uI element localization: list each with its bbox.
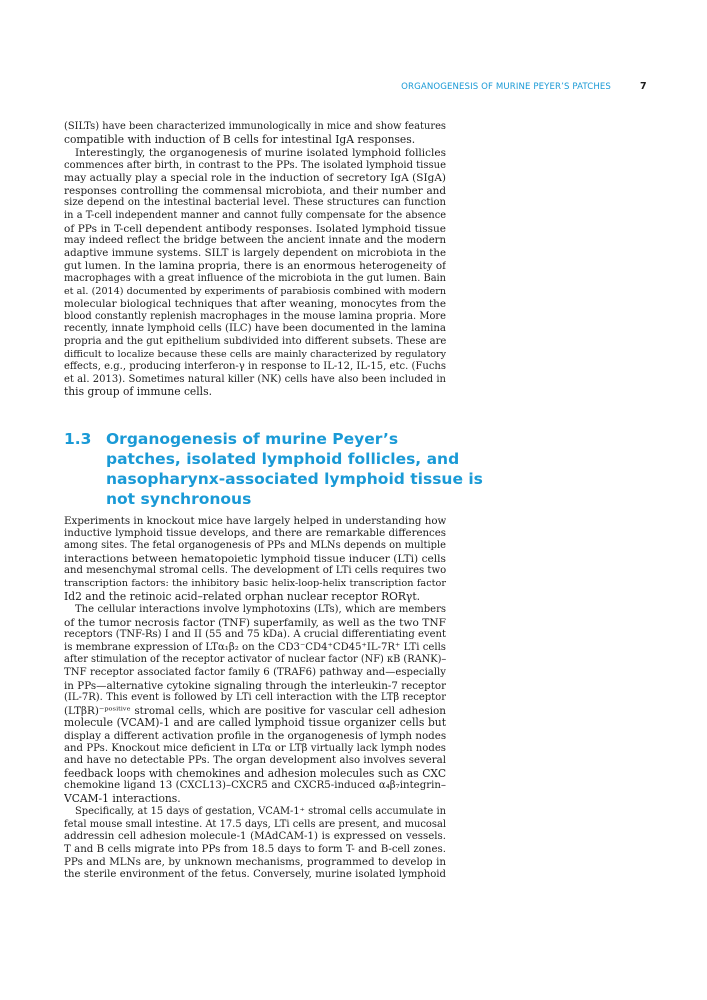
- text-line: recently, innate lymphoid cells (ILC) have been documented in the lamina: [64, 323, 446, 335]
- text-line: may actually play a special role in the induction of secretory IgA (SIgA): [64, 172, 446, 185]
- paragraph-isolated-lymphoid-follicles: [64, 147, 446, 399]
- text-line: among sites. The fetal organogenesis of PPs and MLNs depends on multiple: [64, 540, 446, 552]
- text-line: in a T-cell independent manner and cannot fully compensate for the absence: [64, 209, 446, 221]
- text-line: display a different activation profile in the organogenesis of lymph nodes: [64, 729, 446, 742]
- text-line: (LTβR)⁻ᵖᵒˢⁱᵗⁱᵛᵉ stromal cells, which are positive for vascular cell adhesion: [64, 704, 446, 717]
- text-line: interactions between hematopoietic lymphoid tissue inducer (LTi) cells: [64, 552, 446, 565]
- text-line: after stimulation of the receptor activator of nuclear factor (NF) κB (RANK)–: [64, 654, 446, 666]
- text-line: size depend on the intestinal bacterial level. These structures can function: [64, 197, 446, 209]
- text-line: responses controlling the commensal microbiota, and their number and: [64, 184, 446, 197]
- text-line: compatible with induction of B cells for intestinal IgA responses.: [64, 133, 416, 146]
- text-line: gut lumen. In the lamina propria, there is an enormous heterogeneity of: [64, 260, 446, 273]
- page-number: 7: [640, 81, 647, 92]
- text-line: addressin cell adhesion molecule-1 (MAdCAM-1) is expressed on vessels.: [64, 831, 446, 843]
- section-title-line: not synchronous: [106, 490, 252, 508]
- paragraph-gestation-timeline: [64, 806, 446, 882]
- section-title-line: nasopharynx-associated lymphoid tissue is: [106, 470, 483, 488]
- text-line: Interestingly, the organogenesis of murine isolated lymphoid follicles: [75, 147, 446, 159]
- text-line: (IL-7R). This event is followed by LTi cell interaction with the LTβ receptor: [64, 692, 446, 704]
- text-line: and mesenchymal stromal cells. The development of LTi cells requires two: [64, 565, 446, 577]
- running-head: [0, 82, 707, 96]
- text-line: commences after birth, in contrast to the PPs. The isolated lymphoid tissue: [64, 159, 446, 171]
- text-line: may indeed reflect the bridge between the ancient innate and the modern: [64, 235, 446, 247]
- text-line: et al. (2014) documented by experiments of parabiosis combined with modern: [64, 285, 446, 297]
- section-number: 1.3: [64, 430, 92, 448]
- text-line: molecular biological techniques that after weaning, monocytes from the: [64, 298, 446, 311]
- text-line: inductive lymphoid tissue develops, and there are remarkable differences: [64, 527, 446, 539]
- text-line: VCAM-1 interactions.: [64, 792, 181, 805]
- text-line: and PPs. Knockout mice deficient in LTα or LTβ virtually lack lymph nodes: [64, 742, 446, 754]
- running-title: ORGANOGENESIS OF MURINE PEYER’S PATCHES: [401, 82, 611, 92]
- paragraph-continuation: [64, 121, 446, 146]
- paragraph-cellular-interactions: [64, 604, 446, 806]
- text-line: PPs and MLNs are, by unknown mechanisms, programmed to develop in: [64, 856, 446, 869]
- text-line: (SILTs) have been characterized immunologically in mice and show features: [64, 121, 446, 132]
- section-title-line: Organogenesis of murine Peyer’s: [106, 430, 399, 448]
- text-line: adaptive immune systems. SILT is largely dependent on microbiota in the: [64, 247, 446, 259]
- text-line: feedback loops with chemokines and adhesion molecules such as CXC: [64, 767, 446, 780]
- text-line: difficult to localize because these cells are mainly characterized by regulatory: [64, 348, 446, 360]
- text-line: et al. 2013). Sometimes natural killer (NK) cells have also been included in: [64, 373, 446, 385]
- text-line: molecule (VCAM)-1 and are called lymphoid tissue organizer cells but: [64, 717, 446, 730]
- section-title-line: patches, isolated lymphoid follicles, and: [106, 450, 460, 468]
- text-line: Id2 and the retinoic acid–related orphan nuclear receptor RORγt.: [64, 590, 421, 603]
- text-line: Experiments in knockout mice have largely helped in understanding how: [64, 515, 446, 527]
- text-line: transcription factors: the inhibitory basic helix-loop-helix transcription factor: [64, 577, 446, 589]
- text-line: of PPs in T-cell dependent antibody responses. Isolated lymphoid tissue: [64, 222, 446, 235]
- text-line: receptors (TNF-Rs) I and II (55 and 75 kDa). A crucial differentiating event: [64, 629, 446, 641]
- text-line: is membrane expression of LTα₁β₂ on the CD3⁻CD4⁺CD45⁺IL-7R⁺ LTi cells: [64, 641, 446, 653]
- text-line: and have no detectable PPs. The organ development also involves several: [64, 755, 446, 767]
- text-line: blood constantly replenish macrophages in the mouse lamina propria. More: [64, 310, 446, 322]
- text-line: this group of immune cells.: [64, 386, 212, 399]
- text-line: The cellular interactions involve lymphotoxins (LTs), which are members: [75, 604, 446, 615]
- text-line: of the tumor necrosis factor (TNF) superfamily, as well as the two TNF: [64, 616, 446, 629]
- text-line: chemokine ligand 13 (CXCL13)–CXCR5 and CXCR5-induced α₄β₇integrin–: [64, 780, 446, 792]
- text-line: propria and the gut epithelium subdivided into different subsets. These are: [64, 335, 446, 347]
- text-line: effects, e.g., producing interferon-γ in response to IL-12, IL-15, etc. (Fuchs: [64, 361, 446, 373]
- text-line: in PPs—alternative cytokine signaling through the interleukin-7 receptor: [64, 679, 446, 692]
- text-line: the sterile environment of the fetus. Conversely, murine isolated lymphoid: [64, 868, 446, 880]
- text-line: TNF receptor associated factor family 6 (TRAF6) pathway and—especially: [64, 666, 446, 678]
- text-line: fetal mouse small intestine. At 17.5 days, LTi cells are present, and mucosal: [64, 818, 446, 830]
- text-line: Specifically, at 15 days of gestation, VCAM-1⁺ stromal cells accumulate in: [75, 806, 446, 817]
- text-line: macrophages with a great influence of the microbiota in the gut lumen. Bain: [64, 272, 446, 284]
- text-line: T and B cells migrate into PPs from 18.5 days to form T- and B-cell zones.: [64, 843, 446, 855]
- paragraph-knockout-mice: [64, 515, 446, 603]
